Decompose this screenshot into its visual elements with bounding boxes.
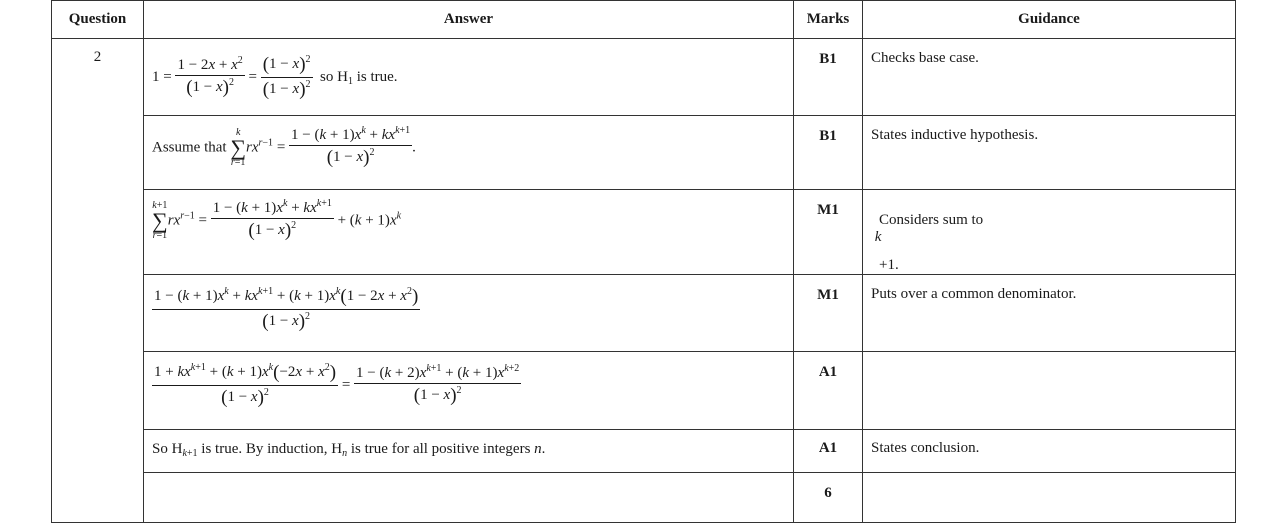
text-is-true: is true. By induction, xyxy=(201,441,328,457)
header-guidance: Guidance xyxy=(863,1,1236,39)
text-H-sub: 1 xyxy=(347,75,353,87)
guidance-text: States inductive hypothesis. xyxy=(871,127,1039,143)
guidance-text: Puts over a common denominator. xyxy=(871,286,1077,302)
table-row xyxy=(52,190,1236,275)
total-row xyxy=(52,473,1236,523)
guidance-cell xyxy=(863,190,1236,275)
marks-cell xyxy=(794,39,863,116)
answer-cell xyxy=(144,352,794,430)
hypothesis-equation: Assume that k ∑ r=1 $rx^{r-1}$ = $\frac{1 - (k + 1)x^k + kx^{k+1}}{(1 - x)^2}$ . xyxy=(152,125,416,168)
text-is-true: is true. xyxy=(356,68,398,85)
text-H: H xyxy=(337,68,348,85)
question-number: 2 xyxy=(93,49,102,65)
mark-label: M1 xyxy=(817,202,839,218)
text-so: so xyxy=(320,68,334,85)
guidance-cell xyxy=(863,430,1236,473)
marks-cell xyxy=(794,116,863,190)
total-marks-cell xyxy=(794,473,863,523)
guidance-cell xyxy=(863,116,1236,190)
guidance-text xyxy=(863,352,1235,363)
text-n: n xyxy=(534,441,542,457)
guidance-cell xyxy=(863,473,1236,523)
total-marks: 6 xyxy=(824,485,832,501)
table-row xyxy=(52,275,1236,352)
answer-cell xyxy=(144,275,794,352)
text-assume: Assume that xyxy=(152,139,227,156)
header-marks: Marks xyxy=(794,1,863,39)
guidance-text: States conclusion. xyxy=(871,440,980,456)
guidance-text xyxy=(863,190,1235,274)
answer-cell xyxy=(144,39,794,116)
simplified-equation: $\frac{1 + kx^{k+1} + (k + 1)x^k(-2x + x^2)}{(1 - x)^2}$ = $\frac{1 - (k + 2)x^{k+1} + (k + 1)x^{k+2}}{(1 - x)^2}$ xyxy=(154,362,520,408)
mark-label: A1 xyxy=(818,364,838,380)
text-H: H xyxy=(171,441,183,457)
mark-label: M1 xyxy=(817,287,839,303)
table-row xyxy=(52,39,1236,116)
question-cell xyxy=(52,39,144,523)
marks-cell xyxy=(794,275,863,352)
answer-cell xyxy=(144,430,794,473)
mark-label: B1 xyxy=(819,51,837,67)
marks-cell xyxy=(794,352,863,430)
base-case-equation: 1 = $\frac{1 - 2x + x^2}{(1 - x)^2}$ = $\frac{(1 - x)^2}{(1 - x)^2}$ so $H_1$ is true. xyxy=(152,54,398,100)
common-denominator-expression: $\frac{1 - (k + 1)x^k + kx^{k+1} + (k + 1)x^k(1 - 2x + x^2)}{(1 - x)^2}$ xyxy=(154,286,419,332)
answer-cell xyxy=(144,116,794,190)
conclusion-text: So $H_{k+1}$ is true. By induction, $H_n$ is true for all positive integers n. xyxy=(152,441,546,459)
marks-cell xyxy=(794,430,863,473)
mark-label: A1 xyxy=(818,440,838,456)
text-is-true-all: is true for all positive integers xyxy=(350,441,531,457)
header-question: Question xyxy=(52,1,144,39)
answer-cell xyxy=(144,473,794,523)
sum-k-plus-1-equation: k+1 ∑ r=1 $rx^{r-1}$ = $\frac{1 - (k + 1)x^k + kx^{k+1}}{(1 - x)^2}$ + $(k + 1)x^k$ xyxy=(152,198,402,241)
text-end: . xyxy=(541,441,546,457)
guidance-cell xyxy=(863,39,1236,116)
answer-cell xyxy=(144,190,794,275)
text-so: So xyxy=(152,441,168,457)
guidance-cell xyxy=(863,275,1236,352)
table-row xyxy=(52,430,1236,473)
table-row xyxy=(52,352,1236,430)
mark-label: B1 xyxy=(819,128,837,144)
header-answer: Answer xyxy=(144,1,794,39)
marks-cell xyxy=(794,190,863,275)
guidance-text: Checks base case. xyxy=(871,50,979,66)
guidance-k: k xyxy=(874,229,882,245)
mark-scheme-table xyxy=(51,0,1236,523)
guidance-cell xyxy=(863,352,1236,430)
table-row xyxy=(52,116,1236,190)
header-row xyxy=(52,1,1236,39)
guidance-prefix: Considers sum to xyxy=(879,212,984,228)
guidance-suffix: +1. xyxy=(879,257,899,273)
